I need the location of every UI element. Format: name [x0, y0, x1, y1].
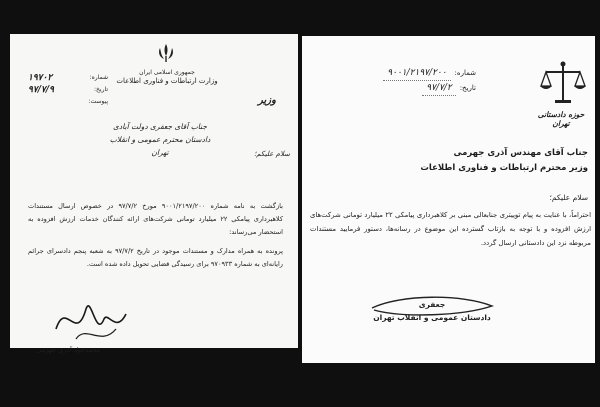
addressee-title: دادستان محترم عمومی و انقلاب تهران [109, 135, 211, 157]
signer-block [362, 298, 502, 324]
date-label: تاریخ: [459, 84, 476, 92]
date-value: ۹۷/۷/۲ [422, 81, 455, 96]
ref-number: ۱۹۷۰۲ [28, 73, 53, 83]
judiciary-scales-emblem-icon [538, 58, 588, 108]
letter-body: احتراماً، با عنایت به پیام توییتری جنابعالی مبنی بر کلاهبرداری پیامکی ۲۲ میلیارد تومانی شرکت‌های ارزش افزوده و با توجه به بازتاب گسترده این موضوع در رسانه‌ها، دستور فرمایید مستندات مربوطه نزد این دادستانی ارسال گردد. [310, 211, 591, 247]
signer-name: جعفری [418, 300, 446, 309]
greeting: سلام علیکم؛ [254, 150, 290, 158]
letter-meta [326, 66, 476, 96]
attachment-label: پیوست: [88, 98, 108, 105]
number-label: شماره: [454, 69, 476, 77]
ministry-name: وزارت ارتباطات و فناوری اطلاعات [116, 77, 218, 85]
greeting: سلام علیکم؛ [549, 193, 588, 202]
prosecutor-letter [302, 36, 595, 363]
signature-scribble-icon [46, 289, 136, 349]
iran-emblem-icon [155, 42, 177, 64]
letter-body [28, 200, 283, 277]
date-label: تاریخ: [94, 86, 108, 93]
signer-title: دادستان عمومی و انقلاب تهران [373, 313, 491, 322]
addressee-block [398, 146, 588, 176]
signer-name: محمدجواد آذری جهرمی [36, 346, 100, 354]
organization-name: حوزه دادستانی تهران [537, 110, 585, 128]
body-paragraph: بازگشت به نامه شماره ۹۰۰۱/۲۱۹۷/۲۰۰ مورخ ۹۷/۷/۲ در خصوص ارسال مستندات کلاهبرداری پیامکی ۲۲ میلیارد تومانی شرکت‌های ارائه کنندگان خدمات ارزش افزوده به استحضار می‌رساند: [28, 202, 283, 236]
country-name: جمهوری اسلامی ایران [139, 69, 195, 76]
minister-title: وزیر [258, 95, 276, 106]
number-value: ۹۰۰۱/۲۱۹۷/۲۰۰ [383, 66, 450, 81]
addressee-name: جناب آقای مهندس آذری جهرمی [453, 148, 588, 158]
ref-number-label: شماره: [89, 74, 108, 81]
date-value: ۹۷/۷/۹ [28, 85, 54, 95]
addressee-block [100, 120, 220, 159]
body-paragraph: پرونده به همراه مدارک و مستندات موجود در تاریخ ۹۷/۷/۲ به شعبه پنجم دادسرای جرائم رایانه‌ای به شماره ۹۷۰۹۳۳ برای رسیدگی قضایی تحویل داده شده است. [28, 247, 283, 268]
ministry-header [102, 68, 232, 86]
addressee-name: جناب آقای جعفری دولت آبادی [113, 122, 207, 131]
reference-block [28, 72, 108, 108]
ministry-letter [10, 34, 298, 354]
addressee-title: وزیر محترم ارتباطات و فناوری اطلاعات [420, 163, 588, 173]
